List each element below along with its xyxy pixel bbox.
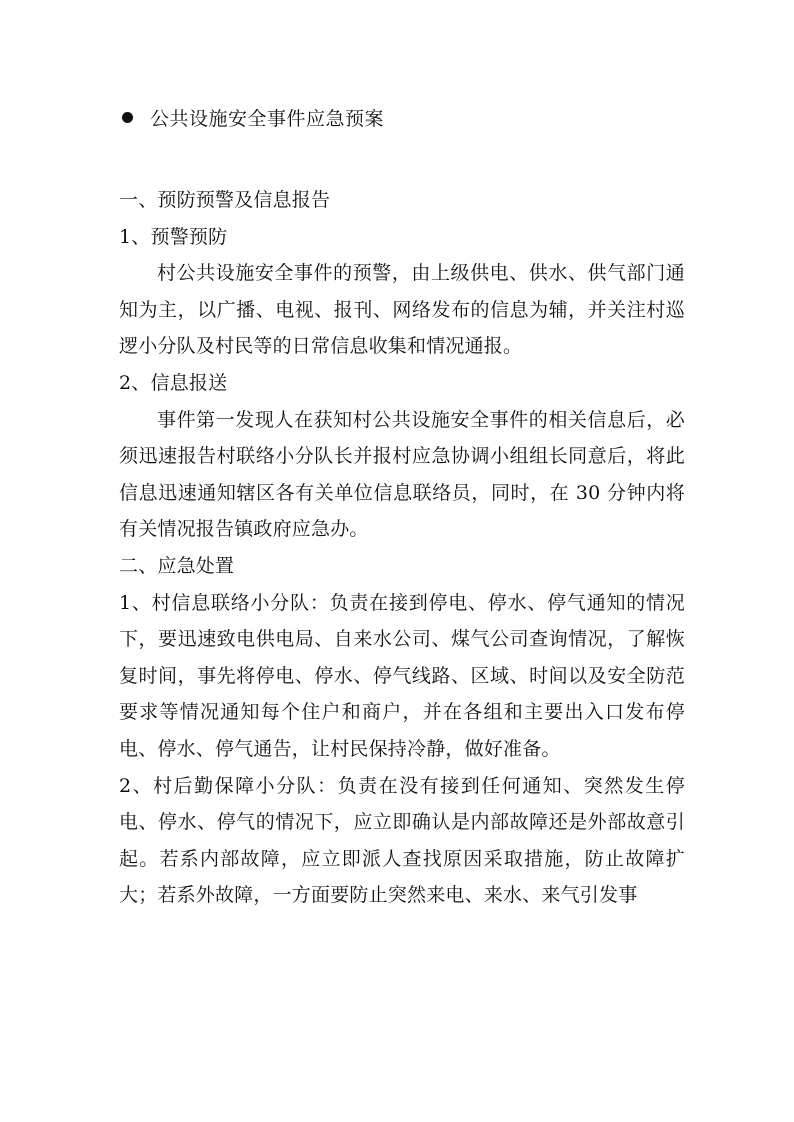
subheading-info-reporting: 2、信息报送 <box>119 371 228 394</box>
heading-emergency-response: 二、应急处置 <box>119 554 235 577</box>
document-title: 公共设施安全事件应急预案 <box>150 107 385 130</box>
section-title-row <box>122 102 384 132</box>
paragraph-info-reporting: 事件第一发现人在获知村公共设施安全事件的相关信息后，必须迅速报告村联络小分队长并报村应急协调小组组长同意后，将此信息迅速通知辖区各有关单位信息联络员，同时，在 30 分钟内将有关情况报告镇政府应急办。 <box>119 408 685 541</box>
subheading-warning-prevention: 1、预警预防 <box>119 225 228 248</box>
bullet-icon <box>122 112 133 123</box>
heading-prevention-warning: 一、预防预警及信息报告 <box>119 189 331 211</box>
paragraph-liaison-team: 1、村信息联络小分队：负责在接到停电、停水、停气通知的情况下，要迅速致电供电局、自来水公司、煤气公司查询情况，了解恢复时间，事先将停电、停水、停气线路、区域、时间以及安全防范要求等情况通知每个住户和商户，并在各组和主要出入口发布停电、停水、停气通告，让村民保持冷静，做好准备。 <box>119 591 685 760</box>
document-body <box>119 182 685 914</box>
paragraph-warning: 村公共设施安全事件的预警，由上级供电、供水、供气部门通知为主，以广播、电视、报刊、网络发布的信息为辅，并关注村巡逻小分队及村民等的日常信息收集和情况通报。 <box>119 262 685 358</box>
paragraph-logistics-team: 2、村后勤保障小分队：负责在没有接到任何通知、突然发生停电、停水、停气的情况下，应立即确认是内部故障还是外部故意引起。若系内部故障，应立即派人查找原因采取措施，防止故障扩大；若系外故障，一方面要防止突然来电、来水、来气引发事 <box>119 774 685 907</box>
